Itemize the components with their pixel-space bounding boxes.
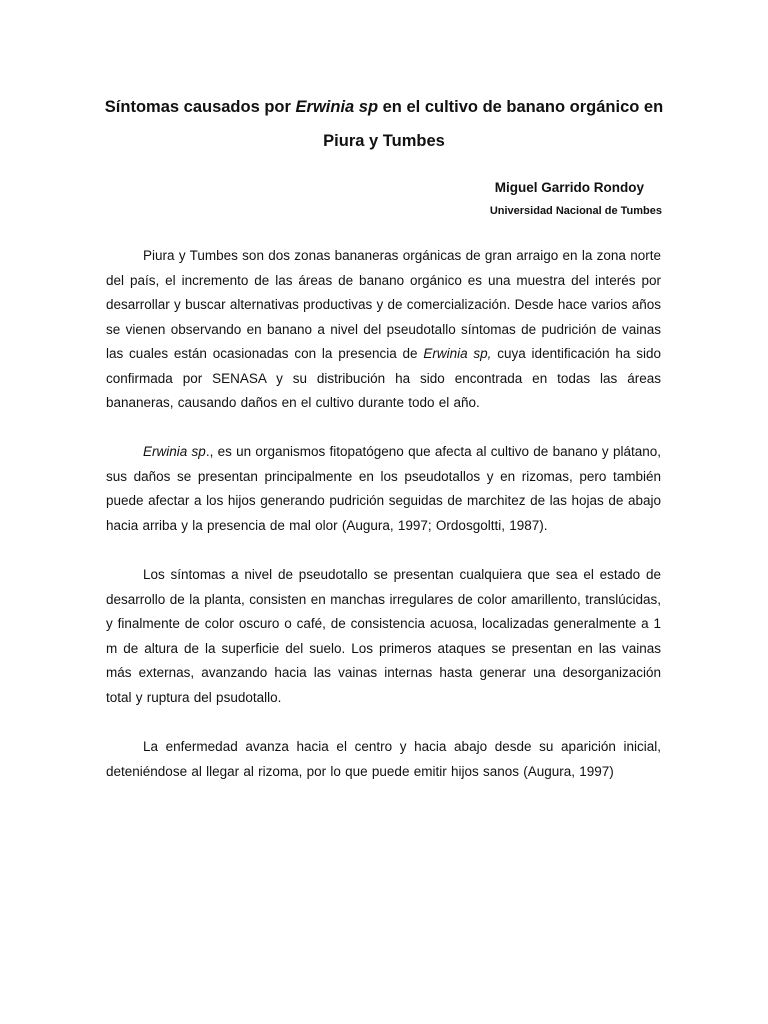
paragraph-2-text: ., es un organismos fitopatógeno que afecta al cultivo de banano y plátano, sus daños se presentan principalmente en los pseudotallos y en rizomas, pero también puede afectar a los hijos generando pudrición seguidas de marchitez de las hojas de abajo hacia arriba y la presencia de mal olor (Augura, 1997; Ordosgoltti, 1987). [106,444,661,533]
title-text-after: en el cultivo de banano orgánico en Piura y Tumbes [323,98,664,150]
paragraph-1-text-b: cuya identificación ha sido confirmada por SENASA y su distribución ha sido encontrada en todas las áreas bananeras, causando daños en el cultivo durante todo el año. [106,346,661,410]
paragraph-1-species: Erwinia sp, [423,346,492,361]
title-text-before: Síntomas causados por [104,98,296,116]
paragraph-1-text-a: Piura y Tumbes son dos zonas bananeras orgánicas de gran arraigo en la zona norte del país, el incremento de las áreas de banano orgánico es una muestra del interés por desarrollar y buscar alternativas productivas y de comercialización. Desde hace varios años se vienen observando en banano a nivel del pseudotallo síntomas de pudrición de vainas las cuales están ocasionadas con la presencia de [106,248,661,361]
author-affiliation: Universidad Nacional de Tumbes [489,205,662,217]
document-title [100,90,668,158]
author-name: Miguel Garrido Rondoy [494,180,644,195]
title-species-name: Erwinia sp [295,98,379,116]
paragraph-2 [106,440,661,538]
paragraph-2-species: Erwinia sp [143,444,206,459]
paragraph-4: La enfermedad avanza hacia el centro y hacia abajo desde su aparición inicial, deteniéndose al llegar al rizoma, por lo que puede emitir hijos sanos (Augura, 1997) [106,739,661,779]
paragraph-1 [106,244,661,416]
paragraph-3: Los síntomas a nivel de pseudotallo se presentan cualquiera que sea el estado de desarrollo de la planta, consisten en manchas irregulares de color amarillento, translúcidas, y finalmente de color oscuro o café, de consistencia acuosa, localizadas generalmente a 1 m de altura de la superficie del suelo. Los primeros ataques se presentan en las vainas más externas, avanzando hacia las vainas internas hasta generar una desorganización total y ruptura del psudotallo. [106,567,661,705]
